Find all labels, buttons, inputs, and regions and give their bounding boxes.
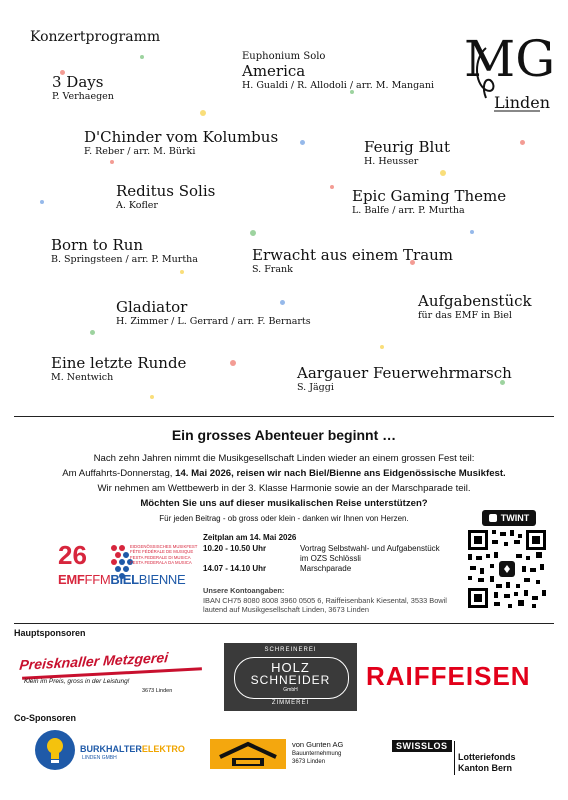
piece-title: Born to Run bbox=[51, 236, 144, 254]
holz-line1: HOLZ bbox=[271, 660, 310, 675]
emf-lang-2: FÊTE FÉDÉRALE DE MUSIQUE bbox=[130, 549, 194, 555]
piece-title: Aargauer Feuerwehrmarsch bbox=[297, 364, 512, 382]
piece-composer: S. Frank bbox=[252, 264, 293, 275]
sponsor-swisslos[interactable] bbox=[392, 740, 532, 780]
piece-title: Gladiator bbox=[116, 298, 188, 316]
sponsor-holz-schneider[interactable] bbox=[224, 643, 357, 711]
preisknaller-tagline: Klein im Preis, gross in der Leistung! bbox=[24, 678, 130, 685]
sponsor-preisknaller[interactable] bbox=[18, 649, 208, 698]
emf-word-biel: BIEL bbox=[110, 572, 139, 587]
piece-gladiator bbox=[116, 298, 311, 327]
co-sponsors-heading: Co-Sponsoren bbox=[14, 713, 76, 723]
piece-feurig-blut bbox=[364, 138, 450, 167]
piece-composer: H. Heusser bbox=[364, 156, 419, 167]
info-line-2-b: 14. Mai 2026, reisen wir nach Biel/Bienne ans Eidgenössische Musikfest. bbox=[175, 468, 506, 479]
section-divider bbox=[14, 416, 554, 417]
schedule-table bbox=[203, 544, 440, 574]
account-iban: IBAN CH75 8080 8008 3960 0505 6, Raiffeisenbank Kiesental, 3533 Bowil bbox=[203, 595, 447, 605]
info-line-5: Für jeden Beitrag - ob gross oder klein - danken wir Ihnen von Herzen. bbox=[159, 514, 409, 523]
logo-mg-letters: MG bbox=[464, 30, 556, 88]
info-line-1: Nach zehn Jahren nimmt die Musikgesellschaft Linden wieder an einem grossen Fest teil: bbox=[93, 453, 475, 464]
piece-epic-gaming bbox=[352, 187, 506, 216]
sponsor-divider bbox=[14, 623, 554, 624]
piece-composer: P. Verhaegen bbox=[52, 91, 114, 102]
piece-composer: A. Kofler bbox=[116, 200, 158, 211]
piece-composer: S. Jäggi bbox=[297, 382, 334, 393]
holz-gmbh: GmbH bbox=[283, 687, 298, 693]
burkhalter-name bbox=[80, 744, 185, 754]
emf-languages bbox=[130, 544, 197, 565]
main-sponsors-heading: Hauptsponsoren bbox=[14, 628, 86, 638]
piece-reditus-solis bbox=[116, 182, 215, 211]
piece-title: Reditus Solis bbox=[116, 182, 216, 200]
vongunten-text bbox=[292, 741, 343, 767]
twint-label: TWINT bbox=[500, 513, 530, 523]
piece-3-days bbox=[52, 73, 114, 102]
piece-composer: M. Nentwich bbox=[51, 372, 114, 383]
burkhalter-name-b: ELEKTRO bbox=[141, 744, 185, 754]
schedule-row bbox=[203, 544, 440, 554]
swisslos-text bbox=[458, 752, 516, 774]
twint-icon bbox=[489, 514, 497, 522]
holz-top: SCHREINEREI bbox=[264, 647, 317, 653]
emf-word-emf: EMF bbox=[58, 572, 85, 587]
piece-title: 3 Days bbox=[52, 73, 104, 91]
bulb-icon bbox=[34, 729, 76, 771]
info-line-2-a: Am Auffahrts-Donnerstag, bbox=[62, 468, 176, 479]
swisslos-line2: Kanton Bern bbox=[458, 763, 512, 773]
piece-note: Euphonium Solo bbox=[242, 51, 326, 62]
logo-word: Linden bbox=[494, 93, 551, 112]
schedule-heading: Zeitplan am 14. Mai 2026 bbox=[203, 533, 297, 542]
schedule-row bbox=[203, 564, 440, 574]
piece-composer: L. Balfe / arr. P. Murtha bbox=[352, 205, 465, 216]
holz-bottom: ZIMMEREI bbox=[271, 700, 310, 706]
piece-dchinder bbox=[84, 128, 278, 157]
mg-linden-logo bbox=[464, 28, 556, 112]
piece-aufgabenstueck bbox=[418, 292, 532, 321]
swisslos-badge: SWISSLOS bbox=[392, 740, 452, 752]
preisknaller-name: Preisknaller Metzgerei bbox=[18, 649, 169, 673]
emf-word-ffm: FFM bbox=[84, 572, 111, 587]
piece-composer: F. Reber / arr. M. Bürki bbox=[84, 146, 196, 157]
info-line-3: Wir nehmen am Wettbewerb in der 3. Klasse Harmonie sowie an der Marschparade teil. bbox=[97, 483, 471, 494]
vongunten-name: von Gunten AG bbox=[292, 740, 344, 749]
emf-lang-4: FESTA FEDERALA DA MUSICA bbox=[130, 559, 192, 565]
sponsor-raiffeisen[interactable]: RAIFFEISEN bbox=[366, 661, 531, 691]
piece-title: America bbox=[242, 62, 306, 80]
piece-america bbox=[242, 51, 434, 91]
emf-lang-1: EIDGENÖSSISCHES MUSIKFEST bbox=[130, 544, 198, 549]
piece-born-to-run bbox=[51, 236, 198, 265]
schedule-time: 14.07 - 14.10 Uhr bbox=[203, 564, 267, 573]
piece-eine-letzte-runde bbox=[51, 354, 186, 383]
info-line-2 bbox=[0, 466, 568, 481]
program-heading: Konzertprogramm bbox=[30, 29, 161, 45]
house-icon bbox=[210, 739, 286, 769]
piece-title: D'Chinder vom Kolumbus bbox=[84, 128, 279, 146]
piece-composer: H. Gualdi / R. Allodoli / arr. M. Mangani bbox=[242, 80, 434, 91]
swisslos-divider bbox=[454, 741, 455, 775]
sponsor-vongunten-logo[interactable] bbox=[210, 739, 286, 769]
info-line-4: Möchten Sie uns auf dieser musikalischen Reise unterstützen? bbox=[140, 498, 428, 509]
schedule-time: 10.20 - 10.50 Uhr bbox=[203, 544, 267, 553]
vongunten-place: 3673 Linden bbox=[292, 759, 326, 765]
piece-composer: für das EMF in Biel bbox=[418, 310, 512, 321]
twint-qr-code[interactable] bbox=[466, 528, 548, 610]
preisknaller-place: 3673 Linden bbox=[142, 688, 173, 694]
piece-composer: B. Springsteen / arr. P. Murtha bbox=[51, 254, 198, 265]
info-heading: Ein grosses Abenteuer beginnt … bbox=[171, 427, 397, 443]
burkhalter-sub: LINDEN GMBH bbox=[82, 755, 117, 761]
burkhalter-name-a: BURKHALTER bbox=[80, 744, 142, 754]
emf-number: 26 bbox=[58, 540, 87, 570]
piece-aargauer bbox=[297, 364, 512, 393]
schedule-event: Marschparade bbox=[300, 564, 352, 573]
schedule-event: im OZS Schlössli bbox=[300, 554, 361, 563]
piece-title: Epic Gaming Theme bbox=[352, 187, 507, 205]
account-info bbox=[203, 586, 447, 615]
account-heading: Unsere Kontoangaben: bbox=[203, 586, 285, 595]
piece-composer: H. Zimmer / L. Gerrard / arr. F. Bernarts bbox=[116, 316, 311, 327]
piece-title: Aufgabenstück bbox=[418, 292, 532, 310]
account-holder: lautend auf Musikgesellschaft Linden, 3673 Linden bbox=[203, 605, 369, 614]
swisslos-line1: Lotteriefonds bbox=[458, 752, 516, 762]
vongunten-sub: Bauunternehmung bbox=[292, 750, 342, 757]
piece-erwacht bbox=[252, 246, 453, 275]
twint-badge bbox=[482, 510, 536, 526]
emf-logo bbox=[58, 540, 198, 615]
emf-word-bienne: BIENNE bbox=[138, 572, 186, 587]
piece-title: Feurig Blut bbox=[364, 138, 450, 156]
schedule-time bbox=[203, 554, 300, 564]
schedule-event: Vortrag Selbstwahl- und Aufgabenstück bbox=[300, 544, 440, 553]
holz-line2: SCHNEIDER bbox=[250, 673, 331, 687]
sponsor-burkhalter[interactable] bbox=[34, 727, 194, 775]
schedule-row bbox=[203, 554, 440, 564]
piece-title: Eine letzte Runde bbox=[51, 354, 187, 372]
emf-wordmark bbox=[58, 572, 185, 587]
emf-lang-3: FESTA FEDERALE DI MUSICA bbox=[130, 554, 191, 560]
piece-title: Erwacht aus einem Traum bbox=[252, 246, 454, 264]
